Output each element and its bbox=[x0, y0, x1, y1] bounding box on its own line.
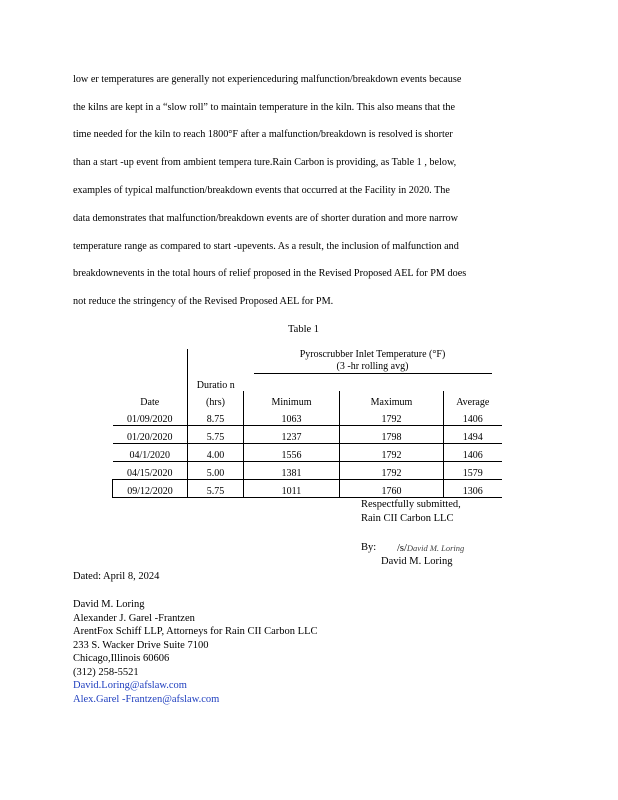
cell-minimum: 1063 bbox=[244, 408, 340, 426]
counsel-firm: ArentFox Schiff LLP, Attorneys for Rain CII Carbon LLC bbox=[73, 626, 318, 637]
table-row bbox=[113, 426, 502, 444]
table-row bbox=[113, 408, 502, 426]
cell-date: 01/20/2020 bbox=[113, 426, 188, 444]
temperature-table bbox=[112, 349, 502, 498]
cell-hrs: 4.00 bbox=[188, 444, 244, 462]
col-header-hrs: (hrs) bbox=[188, 391, 244, 408]
body-line-3: time needed for the kiln to reach 1800°F after a malfunction/breakdown is resolved is shorter bbox=[73, 129, 453, 140]
cell-maximum: 1792 bbox=[340, 462, 444, 480]
header-gap bbox=[244, 374, 502, 391]
counsel-block bbox=[73, 598, 318, 706]
cell-minimum: 1381 bbox=[244, 462, 340, 480]
signed-as: /s/ bbox=[397, 543, 407, 554]
cell-minimum: 1011 bbox=[244, 480, 340, 498]
printed-name: David M. Loring bbox=[381, 556, 453, 567]
col-header-maximum: Maximum bbox=[340, 391, 444, 408]
email-link[interactable]: Alex.Garel -Frantzen@afslaw.com bbox=[73, 693, 220, 705]
duration-header-spacer bbox=[188, 349, 244, 374]
cell-average: 1306 bbox=[444, 480, 502, 498]
cell-date: 04/1/2020 bbox=[113, 444, 188, 462]
cell-hrs: 8.75 bbox=[188, 408, 244, 426]
body-line-9: not reduce the stringency of the Revised Proposed AEL for PM. bbox=[73, 296, 334, 307]
col-header-minimum: Minimum bbox=[244, 391, 340, 408]
cell-date: 09/12/2020 bbox=[113, 480, 188, 498]
group-header-subtitle: (3 -hr rolling avg) bbox=[254, 361, 492, 374]
body-line-6: data demonstrates that malfunction/breakdown events are of shorter duration and more narrow bbox=[73, 213, 459, 224]
cell-hrs: 5.75 bbox=[188, 426, 244, 444]
group-header bbox=[244, 349, 502, 374]
table-title: Table 1 bbox=[288, 324, 320, 335]
body-line-5: examples of typical malfunction/breakdown events that occurred at the Facility in 2020. The bbox=[73, 185, 450, 196]
company-name: Rain CII Carbon LLC bbox=[361, 513, 454, 524]
closing: Respectfully submitted, bbox=[361, 499, 461, 510]
signature-script: David M. Loring bbox=[406, 543, 465, 553]
table-row bbox=[113, 462, 502, 480]
signature-line bbox=[397, 543, 464, 554]
cell-minimum: 1237 bbox=[244, 426, 340, 444]
body-line-8: breakdownevents in the total hours of relief proposed in the Revised Proposed AEL for PM does bbox=[73, 268, 467, 279]
counsel-name: David M. Loring bbox=[73, 599, 145, 610]
cell-date: 04/15/2020 bbox=[113, 462, 188, 480]
cell-average: 1494 bbox=[444, 426, 502, 444]
counsel-address: 233 S. Wacker Drive Suite 7100 bbox=[73, 639, 209, 651]
cell-maximum: 1792 bbox=[340, 444, 444, 462]
cell-maximum: 1792 bbox=[340, 408, 444, 426]
col-header-average: Average bbox=[444, 391, 502, 408]
date-header-spacer bbox=[113, 349, 188, 391]
cell-average: 1406 bbox=[444, 408, 502, 426]
counsel-phone: (312) 258-5521 bbox=[73, 666, 139, 678]
cell-maximum: 1798 bbox=[340, 426, 444, 444]
cell-hrs: 5.00 bbox=[188, 462, 244, 480]
body-line-7: temperature range as compared to start -upevents. As a result, the inclusion of malfunction and bbox=[73, 241, 459, 252]
cell-average: 1406 bbox=[444, 444, 502, 462]
by-label: By: bbox=[361, 542, 377, 553]
body-line-4: than a start -up event from ambient tempera ture.Rain Carbon is providing, as Table 1 , below, bbox=[73, 157, 457, 168]
cell-maximum: 1760 bbox=[340, 480, 444, 498]
dated-line: Dated: April 8, 2024 bbox=[73, 571, 160, 582]
body-line-1: low er temperatures are generally not experienceduring malfunction/breakdown events because bbox=[73, 74, 462, 85]
counsel-city: Chicago,Illinois 60606 bbox=[73, 653, 170, 664]
table-row bbox=[113, 444, 502, 462]
group-header-title: Pyroscrubber Inlet Temperature (°F) bbox=[299, 349, 446, 360]
cell-hrs: 5.75 bbox=[188, 480, 244, 498]
col-header-date: Date bbox=[140, 397, 160, 408]
duration-label: Duratio n bbox=[188, 374, 244, 391]
cell-average: 1579 bbox=[444, 462, 502, 480]
email-link[interactable]: David.Loring@afslaw.com bbox=[73, 680, 187, 691]
cell-minimum: 1556 bbox=[244, 444, 340, 462]
body-line-2: the kilns are kept in a “slow roll” to maintain temperature in the kiln. This also means that the bbox=[73, 102, 456, 113]
counsel-name: Alexander J. Garel -Frantzen bbox=[73, 612, 195, 624]
cell-date: 01/09/2020 bbox=[126, 414, 173, 425]
table-row bbox=[113, 480, 502, 498]
